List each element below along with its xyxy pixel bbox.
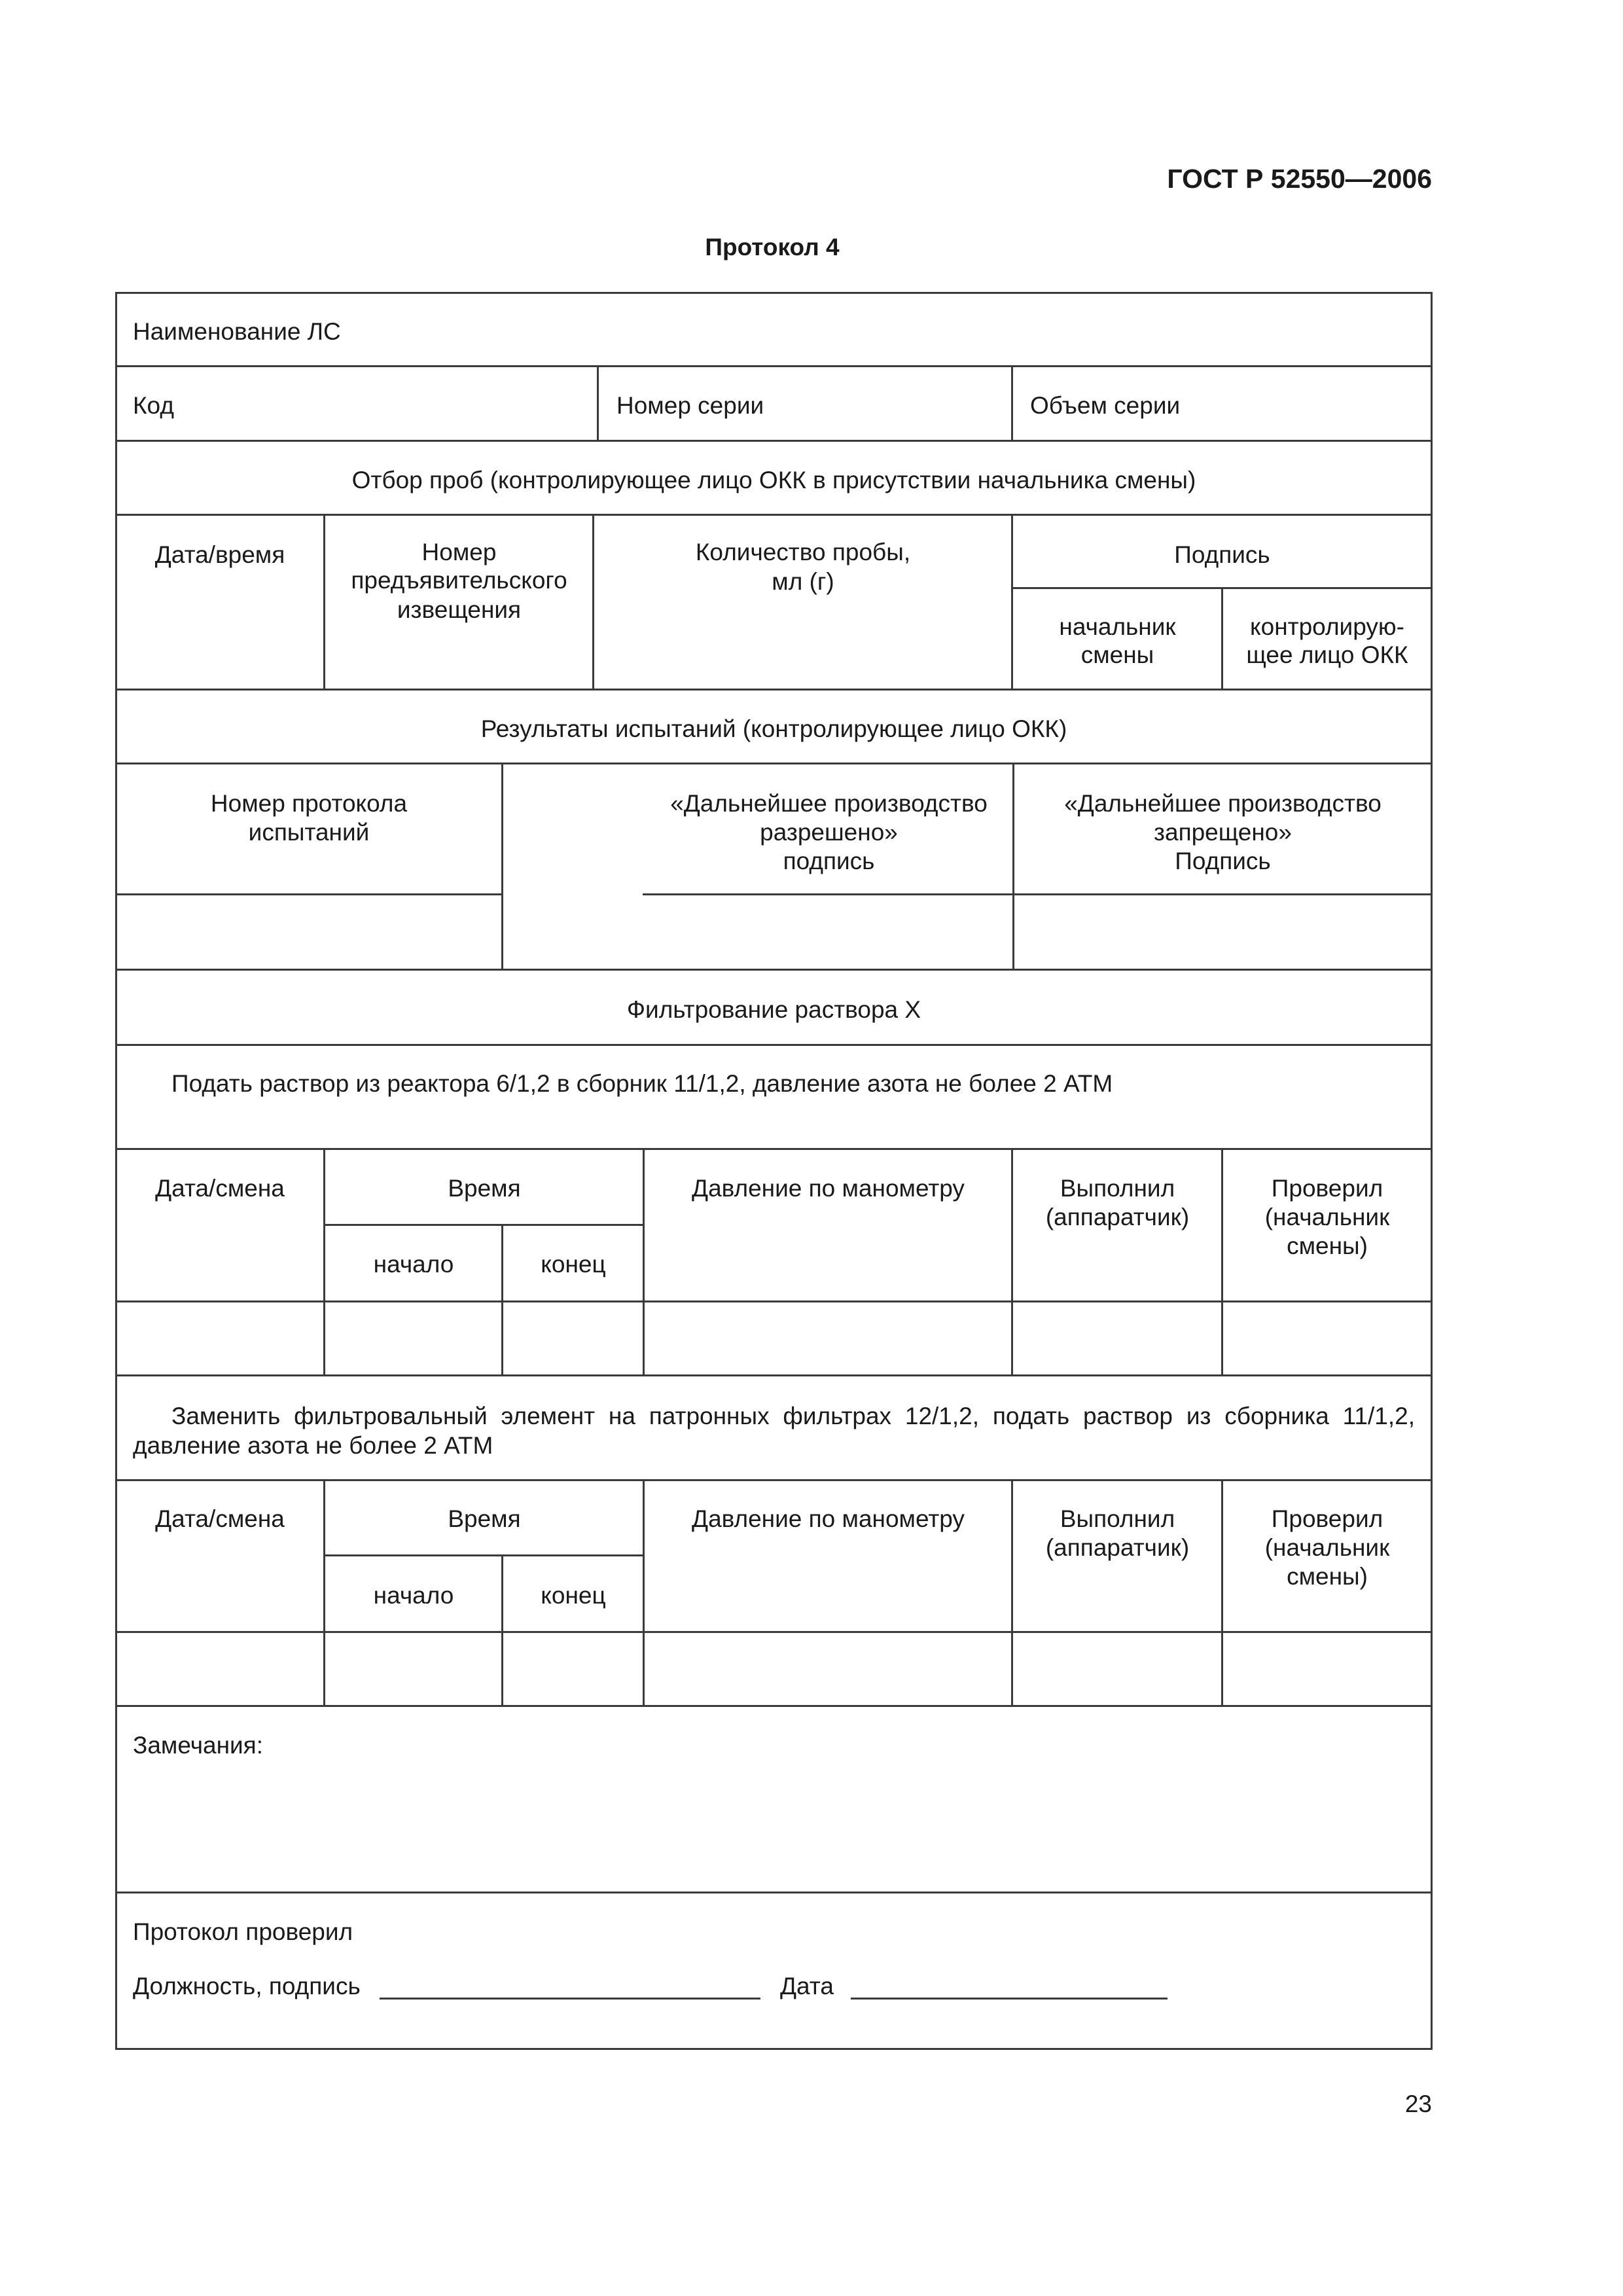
sampling-signature-header: Подпись [1174, 541, 1270, 568]
table2-time-header: Время [448, 1505, 521, 1532]
code-label: Код [133, 392, 174, 419]
protocol-line: Номер протокола [210, 790, 408, 817]
sampling-notice-line: предъявительского [351, 567, 567, 594]
allowed-line: разрешено» [760, 819, 898, 846]
sampling-quantity-line: мл (г) [772, 568, 834, 595]
sampling-datetime-header: Дата/время [154, 541, 285, 568]
results-title: Результаты испытаний (контролирующее лицо ОКК) [480, 715, 1067, 742]
done-line: (аппаратчик) [1045, 1204, 1190, 1230]
series-volume-label: Объем серии [1030, 392, 1181, 419]
table2-start-header: начало [373, 1582, 454, 1609]
remarks-label: Замечания: [133, 1732, 263, 1759]
forbidden-line: «Дальнейшее производство [1064, 790, 1382, 817]
sampling-quantity-line: Количество пробы, [695, 539, 911, 565]
allowed-line: «Дальнейшее производство [670, 790, 988, 817]
table1-pressure-header: Давление по манометру [692, 1175, 965, 1202]
table1-time-header: Время [448, 1175, 521, 1202]
filtration-step2-line1: Заменить фильтровальный элемент на патронных фильтрах 12/1,2, подать раствор из сборника 11/1,2, [171, 1403, 1415, 1429]
filtration-step2-line2: давление азота не более 2 АТМ [133, 1432, 493, 1459]
shift-chief-line: смены [1080, 641, 1154, 668]
table2-pressure-header: Давление по манометру [692, 1505, 965, 1532]
checked-line: Проверил [1271, 1175, 1383, 1202]
table1-end-header: конец [541, 1251, 606, 1278]
document-title: Протокол 4 [705, 234, 840, 260]
shift-chief-line: начальник [1059, 613, 1176, 640]
date-line[interactable] [851, 1998, 1168, 2000]
protocol-checked-by-label: Протокол проверил [133, 1918, 353, 1945]
filtration-step1-text: Подать раствор из реактора 6/1,2 в сборник 11/1,2, давление азота не более 2 АТМ [171, 1070, 1113, 1097]
sampling-notice-line: Номер [421, 539, 497, 565]
done-line: Выполнил [1060, 1175, 1175, 1202]
table2-end-header: конец [541, 1582, 606, 1609]
filtration-title: Фильтрование раствора X [626, 996, 921, 1023]
controller-line: контролирую- [1250, 613, 1404, 640]
checked-line: (начальник [1264, 1534, 1390, 1561]
table1-start-header: начало [373, 1251, 454, 1278]
date-label: Дата [780, 1973, 834, 2000]
series-number-label: Номер серии [616, 392, 764, 419]
page-number: 23 [1404, 2090, 1432, 2117]
allowed-line: подпись [783, 848, 875, 874]
controller-line: щее лицо ОКК [1246, 641, 1408, 668]
position-signature-line[interactable] [380, 1998, 760, 2000]
checked-line: смены) [1287, 1563, 1368, 1590]
forbidden-line: запрещено» [1154, 819, 1292, 846]
table1-date-shift-header: Дата/смена [155, 1175, 285, 1202]
forbidden-line: Подпись [1175, 848, 1271, 874]
standard-number: ГОСТ Р 52550—2006 [1167, 164, 1432, 194]
table2-date-shift-header: Дата/смена [155, 1505, 285, 1532]
protocol-line: испытаний [248, 819, 370, 846]
done-line: Выполнил [1060, 1505, 1175, 1532]
sampling-title: Отбор проб (контролирующее лицо ОКК в присутствии начальника смены) [351, 467, 1196, 493]
checked-line: Проверил [1271, 1505, 1383, 1532]
checked-line: (начальник [1264, 1204, 1390, 1230]
checked-line: смены) [1287, 1232, 1368, 1259]
done-line: (аппаратчик) [1045, 1534, 1190, 1561]
sampling-notice-line: извещения [397, 596, 522, 623]
position-signature-label: Должность, подпись [133, 1973, 361, 2000]
name-label: Наименование ЛС [133, 318, 341, 345]
